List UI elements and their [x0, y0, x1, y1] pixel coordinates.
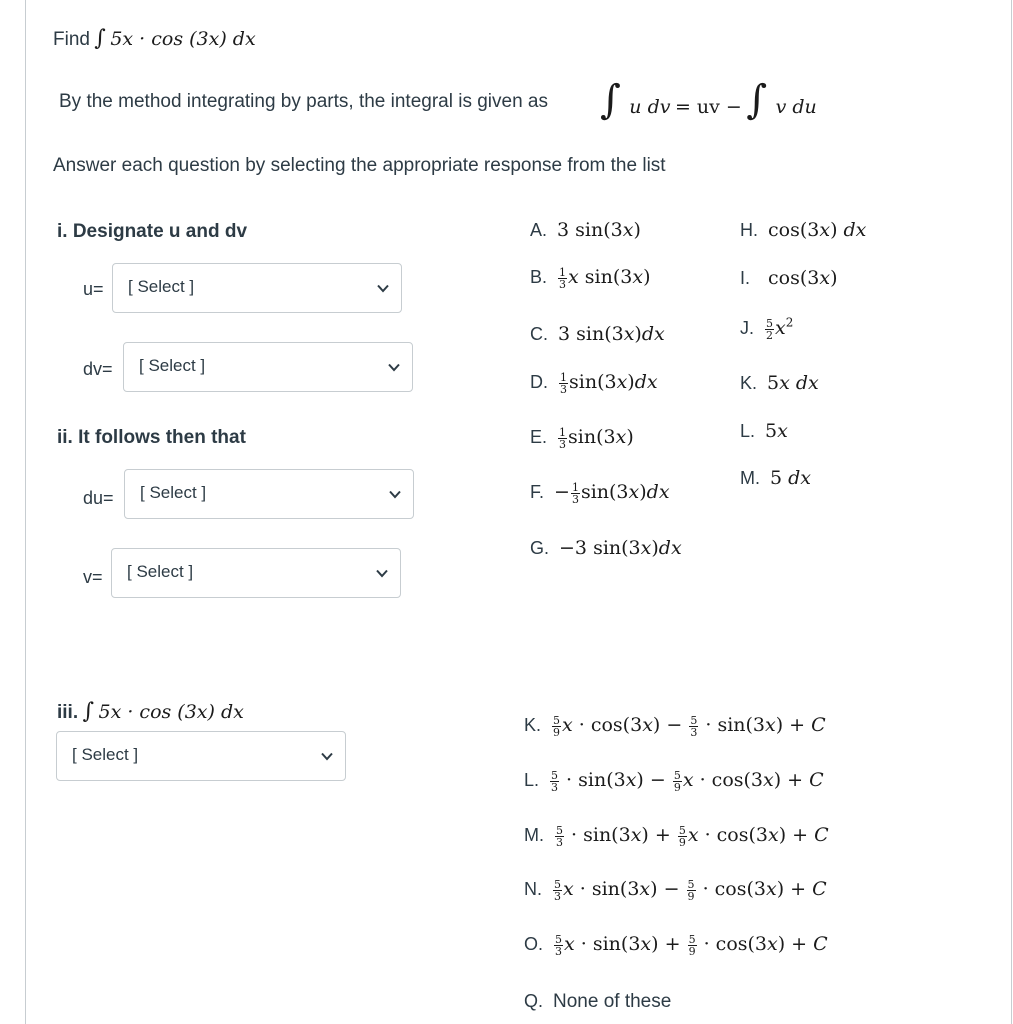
option-letter: A. — [530, 220, 548, 240]
part2-heading: ii. It follows then that — [57, 427, 246, 448]
final-option-m: M. $\frac{5}{3}$ · sin(3x) + $\frac{5}{9}$ x · cos(3x) + C — [524, 823, 829, 849]
integral-sign-icon: ∫ — [600, 77, 621, 123]
option-k: K. 5x dx — [740, 372, 819, 394]
option-letter: O. — [524, 934, 544, 954]
option-letter: G. — [530, 538, 550, 558]
option-g: G. −3 sin(3x)dx — [530, 537, 682, 559]
part1-heading: i. Designate u and dv — [57, 221, 248, 242]
option-l: L. 5x — [740, 420, 788, 442]
integral-sign-icon: ∫ — [94, 26, 106, 51]
chevron-down-icon — [376, 569, 388, 578]
dv-select-value: [ Select ] — [139, 356, 206, 375]
v-select-value: [ Select ] — [127, 562, 194, 581]
panel-border-right — [1011, 0, 1012, 1024]
du-select[interactable] — [124, 469, 414, 519]
option-c: C. 3 sin(3x)dx — [530, 323, 665, 345]
option-letter: B. — [530, 267, 548, 287]
dv-label: dv= — [83, 359, 113, 379]
part3-prefix: iii. — [57, 702, 79, 723]
option-b: B. $\frac{1}{3}$ x sin(3x) — [530, 265, 651, 291]
option-letter: N. — [524, 879, 542, 899]
integral-select-value: [ Select ] — [72, 745, 139, 764]
v-select[interactable] — [111, 548, 401, 598]
option-a: A. 3 sin(3x) — [530, 219, 641, 241]
option-letter: L. — [524, 770, 540, 790]
option-i: I. cos(3x) — [740, 267, 838, 289]
final-option-k: K. $\frac{5}{9}$ x · cos(3x) − $\frac{5}{3}$ · sin(3x) + C — [524, 713, 826, 739]
instructions: Answer each question by selecting the appropriate response from the list — [53, 155, 666, 176]
option-e: E. $\frac{1}{3}$ sin(3x) — [530, 425, 634, 451]
integral-sign-icon: ∫ — [746, 77, 768, 123]
chevron-down-icon — [389, 490, 401, 499]
option-d: D. $\frac{1}{3}$ sin(3x)dx — [530, 370, 658, 396]
dv-select[interactable] — [123, 342, 413, 392]
option-letter: M. — [740, 468, 760, 488]
final-option-o: O. $\frac{5}{3}$ x · sin(3x) + $\frac{5}{9}$ · cos(3x) + C — [524, 932, 828, 958]
option-h: H. cos(3x) dx — [740, 219, 867, 241]
option-letter: Q. — [524, 991, 544, 1011]
option-none-text: None of these — [553, 991, 672, 1012]
u-select-value: [ Select ] — [128, 277, 195, 296]
option-letter: C. — [530, 324, 548, 344]
part3-heading — [57, 699, 244, 724]
option-letter: K. — [740, 373, 758, 393]
option-letter: F. — [530, 482, 545, 502]
integral-sign-icon: ∫ — [82, 699, 95, 724]
formula-lhs: u dv — [629, 96, 671, 118]
formula-rhs-a: = uv − — [674, 96, 742, 118]
option-f: F. − $\frac{1}{3}$ sin(3x)dx — [530, 480, 670, 506]
option-letter: E. — [530, 427, 548, 447]
final-option-q — [524, 991, 671, 1013]
chevron-down-icon — [388, 363, 400, 372]
u-label: u= — [83, 279, 104, 299]
final-option-n: N. $\frac{5}{3}$ x · sin(3x) − $\frac{5}{9}$ · cos(3x) + C — [524, 877, 827, 903]
option-m: M. 5 dx — [740, 467, 812, 489]
find-label: Find — [53, 29, 90, 50]
part3-integrand: 5x · cos (3x) dx — [98, 701, 244, 723]
u-select[interactable] — [112, 263, 402, 313]
du-label: du= — [83, 488, 114, 508]
option-j: J. $\frac{5}{2}$ $x^2$ — [740, 316, 794, 342]
option-letter: I. — [740, 268, 751, 288]
final-option-l: L. $\frac{5}{3}$ · sin(3x) − $\frac{5}{9}$ x · cos(3x) + C — [524, 768, 824, 794]
integral-select[interactable] — [56, 731, 346, 781]
option-letter: D. — [530, 372, 548, 392]
problem-title — [53, 26, 256, 51]
chevron-down-icon — [321, 752, 333, 761]
option-letter: H. — [740, 220, 758, 240]
option-letter: J. — [740, 318, 755, 339]
formula-rhs-b: v du — [775, 96, 817, 118]
option-letter: K. — [524, 715, 542, 735]
panel-border-left — [25, 0, 26, 1024]
v-label: v= — [83, 567, 103, 587]
chevron-down-icon — [377, 284, 389, 293]
du-select-value: [ Select ] — [140, 483, 207, 502]
problem-integrand: 5x · cos (3x) dx — [110, 28, 256, 50]
parts-formula — [600, 77, 817, 123]
method-text: By the method integrating by parts, the integral is given as — [59, 91, 548, 112]
option-letter: L. — [740, 421, 756, 441]
option-letter: M. — [524, 825, 544, 845]
